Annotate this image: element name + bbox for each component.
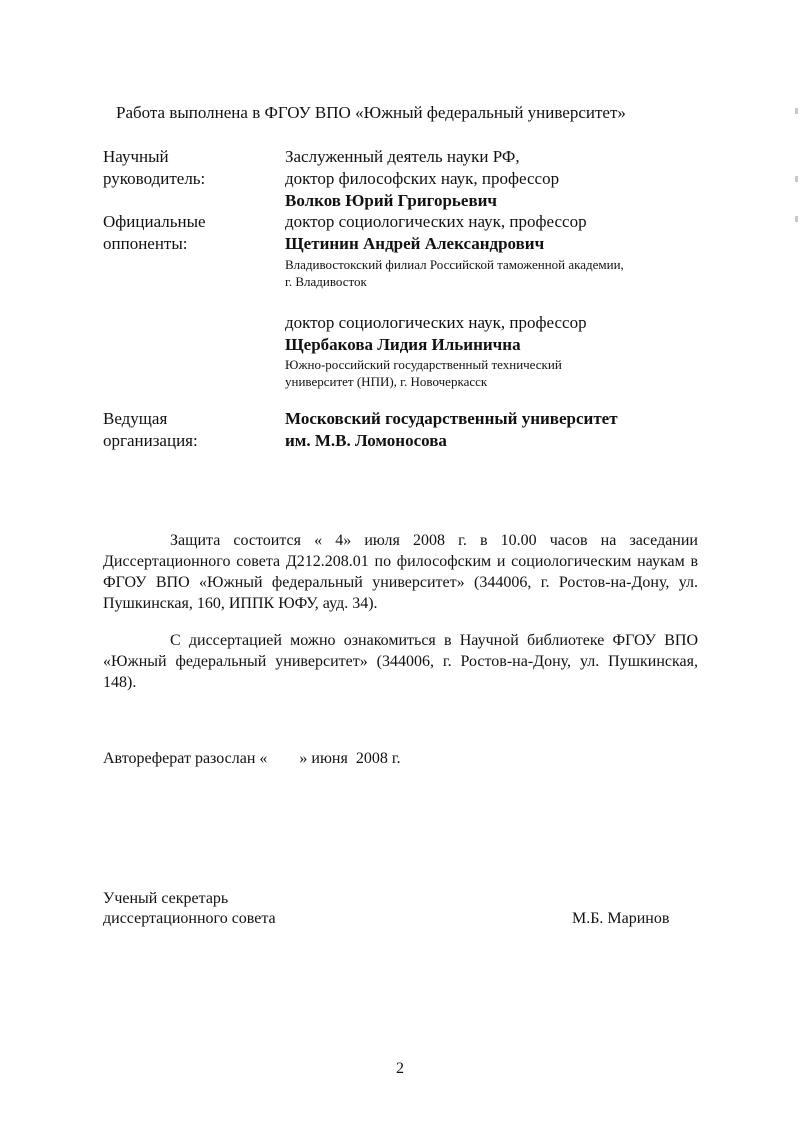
opponent1-affiliation-line1: Владивостокский филиал Российской таможенной академии, (285, 257, 624, 272)
opponent1-affiliation-line2: г. Владивосток (285, 274, 367, 289)
opponents-label-line2: оппоненты: (103, 234, 188, 253)
secretary-name: М.Б. Маринов (572, 910, 670, 927)
opponent2-affiliation-line2: университет (НПИ), г. Новочеркасск (285, 374, 488, 389)
library-paragraph (103, 630, 698, 693)
scan-edge-mark (795, 216, 798, 222)
opponent1-name: Щетинин Андрей Александрович (285, 234, 545, 253)
opponent1-degree: доктор социологических наук, профессор (285, 212, 587, 231)
supervisor-title-line2: доктор философских наук, профессор (285, 169, 560, 188)
library-paragraph-text: С диссертацией можно ознакомиться в Научной библиотеке ФГОУ ВПО «Южный федеральный университет» (344006, г. Ростов-на-Дону, ул. Пушкинская, 148). (103, 632, 698, 691)
sent-line: Автореферат разослан « » июня 2008 г. (103, 750, 401, 767)
scan-edge-mark (795, 108, 798, 114)
leading-org-label-line2: организация: (103, 431, 198, 450)
leading-org-label-line1: Ведущая (103, 409, 168, 428)
supervisor-title-line1: Заслуженный деятель науки РФ, (285, 147, 520, 166)
opponent2-affiliation-line1: Южно-российский государственный технический (285, 357, 562, 372)
supervisor-label-line2: руководитель: (103, 169, 206, 188)
opponent2-name: Щербакова Лидия Ильинична (285, 335, 521, 354)
secretary-line2: диссертационного совета (103, 910, 276, 927)
supervisor-name: Волков Юрий Григорьевич (285, 191, 498, 210)
secretary-line1: Ученый секретарь (103, 890, 229, 907)
opponents-label-line1: Официальные (103, 212, 206, 231)
opponent2-degree: доктор социологических наук, профессор (285, 313, 587, 332)
defense-paragraph (103, 530, 698, 614)
header-line: Работа выполнена в ФГОУ ВПО «Южный федеральный университет» (116, 103, 626, 122)
defense-paragraph-text: Защита состоится « 4» июля 2008 г. в 10.00 часов на заседании Диссертационного совета Д212.208.01 по философским и социологическим наукам в ФГОУ ВПО «Южный федеральный университет» (344006, г. Ростов-на-Дону, ул. Пушкинская, 160, ИППК ЮФУ, ауд. 34). (103, 532, 698, 612)
page-number: 2 (396, 1060, 404, 1077)
supervisor-label-line1: Научный (103, 147, 169, 166)
leading-org-name-line1: Московский государственный университет (285, 409, 618, 428)
scan-edge-mark (795, 176, 798, 182)
leading-org-name-line2: им. М.В. Ломоносова (285, 431, 447, 450)
